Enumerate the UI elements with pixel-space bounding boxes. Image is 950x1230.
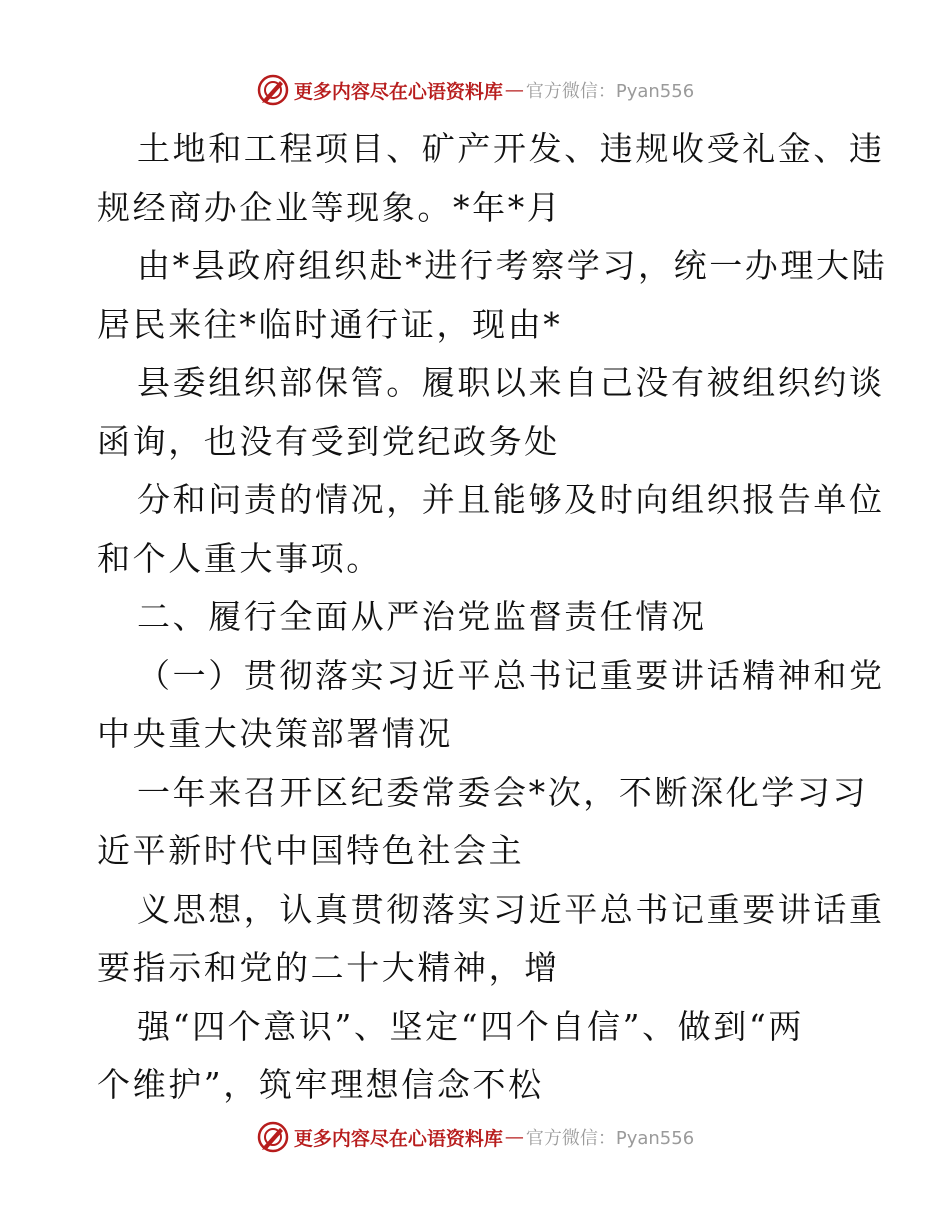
pen-logo-icon [256, 1120, 290, 1154]
body-line: 一年来召开区纪委常委会*次，不断深化学习习 [137, 772, 869, 812]
body-line: 义思想，认真贯彻落实习近平总书记重要讲话重 [137, 889, 885, 929]
watermark-separator: — [504, 1126, 524, 1148]
header-watermark-banner [0, 70, 950, 110]
body-line: 居民来往*临时通行证，现由* [97, 304, 563, 344]
body-line: 土地和工程项目、矿产开发、违规收受礼金、违 [137, 129, 885, 168]
body-line: 个维护”，筑牢理想信念不松 [97, 1065, 544, 1104]
body-line: 近平新时代中国特色社会主 [97, 831, 525, 870]
watermark-wechat-text: 官方微信：Pyan556 [525, 1128, 695, 1149]
document-body [97, 120, 888, 1115]
body-line: 规经商办企业等现象。*年*月 [97, 187, 563, 227]
watermark-wechat-text: 官方微信：Pyan556 [525, 81, 695, 102]
body-line: 和个人重大事项。 [97, 538, 382, 578]
subsection-heading-cont: 中央重大决策部署情况 [97, 714, 453, 753]
footer-watermark-banner [0, 1117, 950, 1157]
pen-logo-icon [256, 73, 290, 107]
section-heading: 二、履行全面从严治党监督责任情况 [137, 597, 707, 636]
body-line: 分和问责的情况，并且能够及时向组织报告单位 [137, 480, 885, 519]
watermark-separator: — [504, 79, 524, 101]
watermark-brand-text: 更多内容尽在心语资料库 [293, 1127, 503, 1150]
body-line: 函询，也没有受到党纪政务处 [97, 421, 560, 461]
watermark-brand-text: 更多内容尽在心语资料库 [293, 80, 503, 103]
subsection-heading: （一）贯彻落实习近平总书记重要讲话精神和党 [137, 655, 885, 695]
body-line: 由*县政府组织赴*进行考察学习，统一办理大陆 [137, 246, 888, 285]
body-line: 县委组织部保管。履职以来自己没有被组织约谈 [137, 363, 885, 402]
body-line: 强“四个意识”、坚定“四个自信”、做到“两 [137, 1006, 804, 1046]
body-line: 要指示和党的二十大精神，增 [97, 948, 560, 987]
